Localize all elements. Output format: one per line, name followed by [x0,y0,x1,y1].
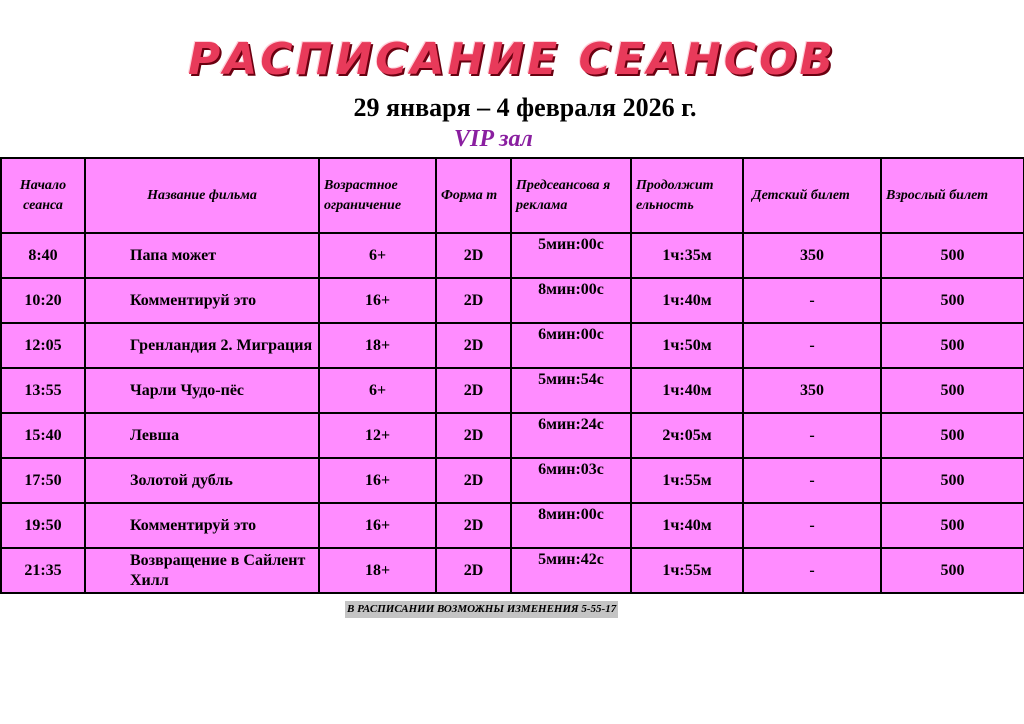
ad-duration: 5мин:54с [511,368,631,413]
age-rating: 6+ [319,368,436,413]
adult-price: 500 [881,323,1024,368]
adult-price: 500 [881,458,1024,503]
film-title: Золотой дубль [85,458,319,503]
child-price: - [743,458,881,503]
header-child-price: Детский билет [743,158,881,233]
ad-duration: 5мин:00с [511,233,631,278]
child-price: - [743,503,881,548]
header-format: Форма т [436,158,511,233]
format: 2D [436,233,511,278]
start-time: 17:50 [1,458,85,503]
age-rating: 18+ [319,548,436,593]
adult-price: 500 [881,368,1024,413]
start-time: 15:40 [1,413,85,458]
duration: 1ч:35м [631,233,743,278]
header-ads: Предсеансова я реклама [511,158,631,233]
duration: 1ч:40м [631,278,743,323]
duration: 2ч:05м [631,413,743,458]
age-rating: 6+ [319,233,436,278]
child-price: - [743,548,881,593]
film-title: Возвращение в Сайлент Хилл [85,548,319,593]
start-time: 12:05 [1,323,85,368]
schedule-table [0,157,1024,594]
format: 2D [436,548,511,593]
hall-name: VIP зал [454,126,533,152]
start-time: 19:50 [1,503,85,548]
ad-duration: 6мин:03с [511,458,631,503]
table-row [1,413,1024,458]
header-row [1,158,1024,233]
duration: 1ч:55м [631,458,743,503]
start-time: 8:40 [1,233,85,278]
table-row [1,458,1024,503]
format: 2D [436,323,511,368]
duration: 1ч:50м [631,323,743,368]
child-price: - [743,323,881,368]
ad-duration: 5мин:42с [511,548,631,593]
header-age: Возрастное ограничение [319,158,436,233]
start-time: 13:55 [1,368,85,413]
duration: 1ч:40м [631,503,743,548]
age-rating: 16+ [319,503,436,548]
child-price: 350 [743,368,881,413]
page-title: РАСПИСАНИЕ СЕАНСОВ [187,34,837,85]
adult-price: 500 [881,548,1024,593]
date-range: 29 января – 4 февраля 2026 г. [353,93,697,122]
start-time: 21:35 [1,548,85,593]
adult-price: 500 [881,503,1024,548]
adult-price: 500 [881,233,1024,278]
format: 2D [436,413,511,458]
header-duration: Продолжит ельность [631,158,743,233]
age-rating: 16+ [319,278,436,323]
duration: 1ч:40м [631,368,743,413]
film-title: Комментируй это [85,278,319,323]
format: 2D [436,278,511,323]
table-row [1,323,1024,368]
film-title: Гренландия 2. Миграция [85,323,319,368]
format: 2D [436,368,511,413]
duration: 1ч:55м [631,548,743,593]
table-row [1,503,1024,548]
ad-duration: 8мин:00с [511,503,631,548]
film-title: Комментируй это [85,503,319,548]
schedule-note: В РАСПИСАНИИ ВОЗМОЖНЫ ИЗМЕНЕНИЯ 5-55-17 [345,601,618,618]
table-row [1,548,1024,593]
table-row [1,278,1024,323]
child-price: - [743,278,881,323]
age-rating: 16+ [319,458,436,503]
ad-duration: 6мин:00с [511,323,631,368]
format: 2D [436,458,511,503]
header-start: Начало сеанса [1,158,85,233]
ad-duration: 8мин:00с [511,278,631,323]
ad-duration: 6мин:24с [511,413,631,458]
film-title: Папа может [85,233,319,278]
adult-price: 500 [881,278,1024,323]
film-title: Левша [85,413,319,458]
child-price: - [743,413,881,458]
adult-price: 500 [881,413,1024,458]
table-row [1,233,1024,278]
age-rating: 12+ [319,413,436,458]
format: 2D [436,503,511,548]
film-title: Чарли Чудо-пёс [85,368,319,413]
age-rating: 18+ [319,323,436,368]
child-price: 350 [743,233,881,278]
table-row [1,368,1024,413]
header-adult-price: Взрослый билет [881,158,1024,233]
header-film: Название фильма [85,158,319,233]
start-time: 10:20 [1,278,85,323]
